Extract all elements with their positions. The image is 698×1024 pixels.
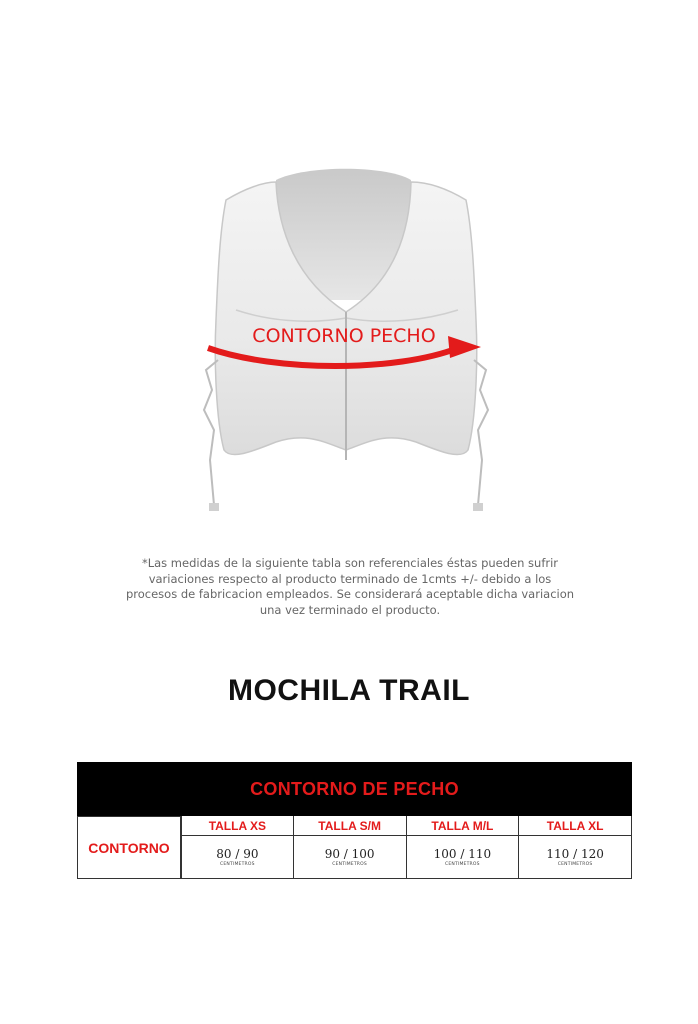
size-table [77,762,632,879]
size-column-xs [181,816,294,879]
size-column-xl [519,816,632,879]
size-heading: TALLA XS [181,816,294,836]
size-column-ml [407,816,520,879]
size-unit: CENTIMETROS [220,862,255,867]
note-line: una vez terminado el producto. [259,602,441,617]
note-line: variaciones respecto al producto terminado de 1cmts +/- debido a los [148,571,552,586]
row-label [77,816,181,879]
page-title: MOCHILA TRAIL [227,674,471,707]
size-heading: TALLA XL [519,816,632,836]
size-heading: TALLA M/L [407,816,520,836]
size-unit: CENTIMETROS [332,862,367,867]
size-value: 80 / 90 [216,847,259,861]
size-value: 90 / 100 [324,847,375,861]
table-header-text: CONTORNO DE PECHO [250,778,459,799]
size-unit: CENTIMETROS [557,862,593,867]
size-value: 100 / 110 [433,847,492,861]
size-unit: CENTIMETROS [445,862,480,867]
disclaimer-note [120,556,580,618]
figure-label: CONTORNO PECHO [252,325,436,347]
row-label-text: CONTORNO [88,839,170,856]
size-heading: TALLA S/M [294,816,407,836]
size-value: 110 / 120 [546,847,604,861]
note-line: *Las medidas de la siguiente tabla son referenciales éstas pueden sufrir [141,556,559,570]
vest-illustration [196,160,496,525]
size-column-sm [294,816,407,879]
table-header [77,762,632,816]
note-line: procesos de fabricacion empleados. Se considerará aceptable dicha variacion [125,587,575,601]
